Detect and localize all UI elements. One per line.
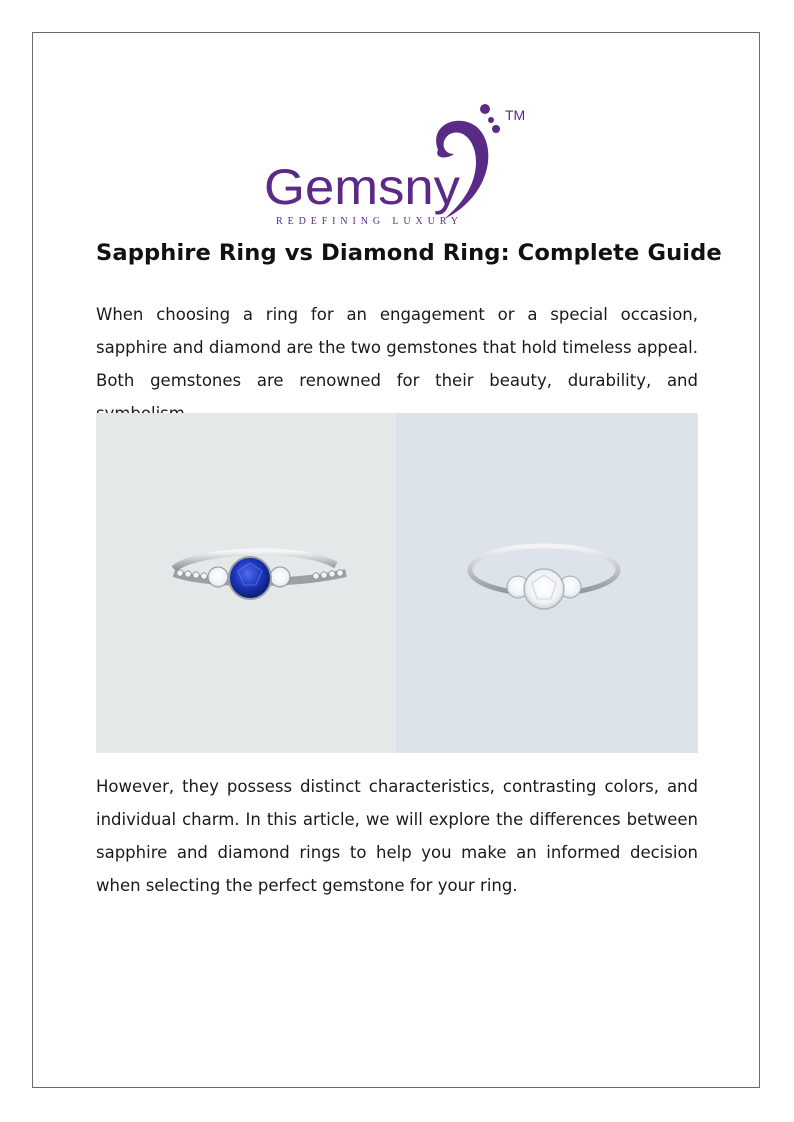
logo-tagline: REDEFINING LUXURY [276,216,458,227]
ring-comparison-image [96,413,698,753]
gemsny-logo [262,98,542,230]
article-title: Sapphire Ring vs Diamond Ring: Complete Guide [96,240,722,266]
logo-dot-medium [492,125,500,133]
logo-dot-small [488,117,494,123]
logo-dot-large [480,104,490,114]
intro-paragraph: When choosing a ring for an engagement or a special occasion, sapphire and diamond are the two gemstones that hold timeless appeal. Both gemstones are renowned for their beauty, durability, and [96,305,698,390]
diamond-ring-photo [396,413,698,753]
logo-trademark: TM [505,107,526,123]
logo-graphic [262,98,542,230]
logo-wordmark: Gemsny [264,159,460,215]
body-paragraph: However, they possess distinct characteristics, contrasting colors, and individual charm. In this article, we will explore the differences between sapphire and diamond rings to help you make an informed decision when selecting the perfect gemstone for your ring. [96,777,698,895]
sapphire-ring-photo [96,413,396,753]
